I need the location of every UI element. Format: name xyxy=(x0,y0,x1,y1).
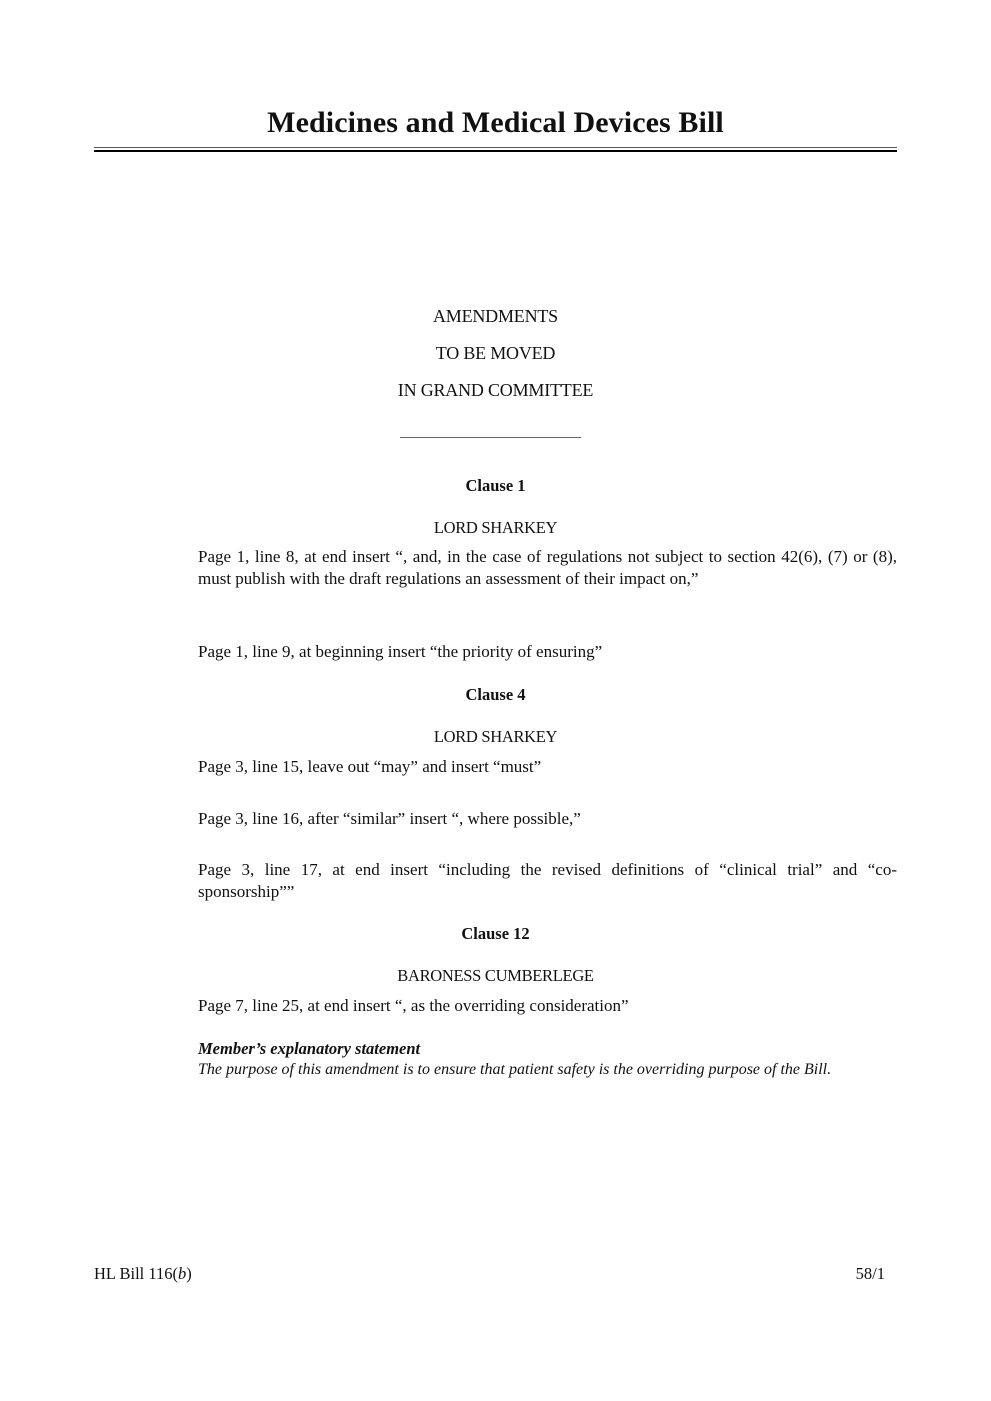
amendment-text: Page 1, line 8, at end insert “, and, in the case of regulations not subject to section 42(6), (7) or (8), must publish with the draft regulations an assessment of their impact on,” xyxy=(198,547,897,588)
bill-reference-prefix: HL Bill 116( xyxy=(94,1264,179,1283)
page-title: Medicines and Medical Devices Bill xyxy=(267,106,724,139)
clause-heading: Clause 4 xyxy=(465,685,526,704)
bill-reference-print-letter: b xyxy=(178,1264,187,1283)
amendment-text: Page 7, line 25, at end insert “, as the overriding consideration” xyxy=(198,996,629,1015)
heading-line-grand-committee: IN GRAND COMMITTEE xyxy=(397,380,594,400)
title-rule-thick xyxy=(94,150,897,152)
bill-reference-suffix: ) xyxy=(186,1264,192,1283)
page-reference: 58/1 xyxy=(855,1264,885,1283)
bill-reference xyxy=(94,1264,192,1284)
member-name: LORD SHARKEY xyxy=(433,518,558,537)
clause-heading: Clause 1 xyxy=(465,476,526,495)
title-rule-thin xyxy=(94,147,897,148)
member-name: LORD SHARKEY xyxy=(433,727,558,746)
heading-divider xyxy=(400,437,581,438)
heading-line-amendments: AMENDMENTS xyxy=(432,306,558,326)
clause-heading: Clause 12 xyxy=(461,924,530,943)
member-name: BARONESS CUMBERLEGE xyxy=(397,966,594,985)
explanatory-statement-text: The purpose of this amendment is to ensure that patient safety is the overriding purpose of the Bill. xyxy=(198,1061,832,1078)
amendment-text: Page 3, line 15, leave out “may” and insert “must” xyxy=(198,757,542,776)
amendment-text: Page 3, line 17, at end insert “including the revised definitions of “clinical trial” and “co-sponsorship”” xyxy=(198,860,897,901)
amendment-text: Page 3, line 16, after “similar” insert “, where possible,” xyxy=(198,809,581,828)
amendment-text: Page 1, line 9, at beginning insert “the priority of ensuring” xyxy=(198,642,603,661)
heading-line-to-be-moved: TO BE MOVED xyxy=(435,343,556,363)
explanatory-statement-title: Member’s explanatory statement xyxy=(198,1039,421,1058)
